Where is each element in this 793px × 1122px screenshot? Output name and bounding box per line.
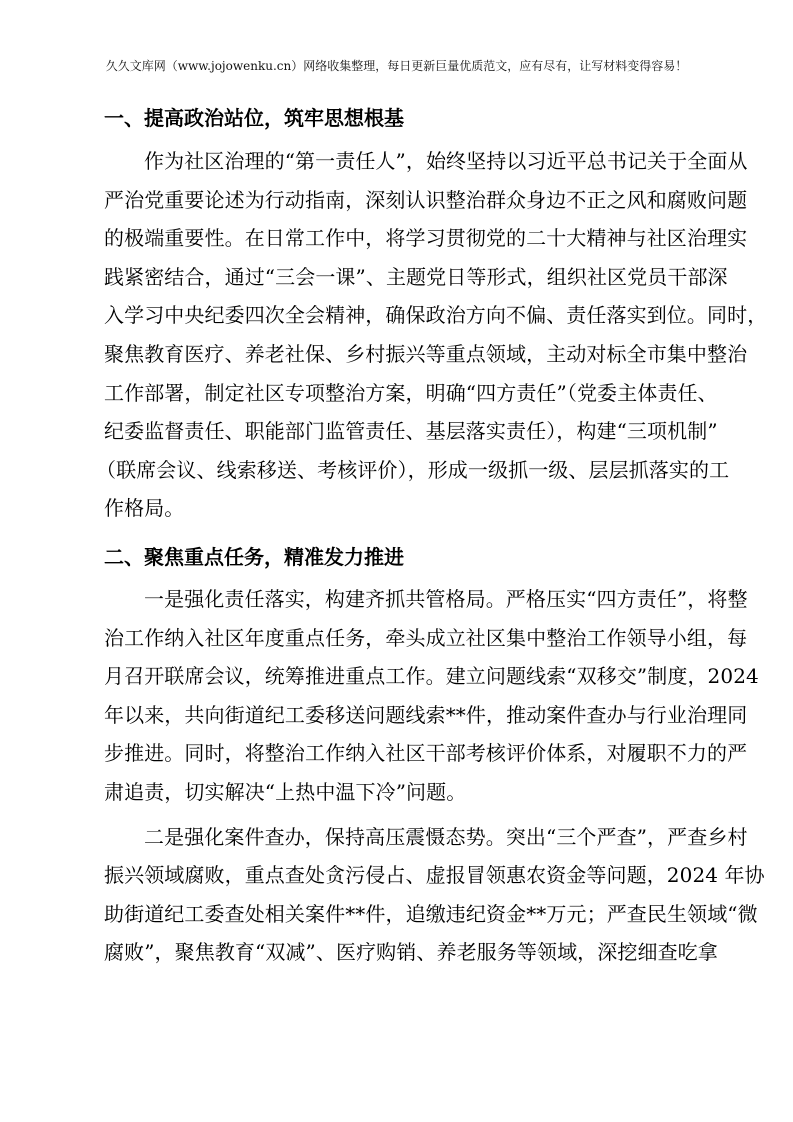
paragraph-line: 月召开联席会议，统筹推进重点工作。建立问题线索“双移交”制度，2024 [104, 664, 759, 689]
paragraph-line: 作格局。 [104, 496, 185, 521]
paragraph-line: 一是强化责任落实，构建齐抓共管格局。严格压实“四方责任”，将整 [144, 586, 748, 611]
paragraph-line: 的极端重要性。在日常工作中，将学习贯彻党的二十大精神与社区治理实 [104, 226, 748, 251]
section-2-paragraph-2 [104, 818, 765, 972]
document-body [96, 98, 768, 972]
section-heading-1: 一、提高政治站位，筑牢思想根基 [104, 106, 404, 130]
paragraph-line: 入学习中央纪委四次全会精神，确保政治方向不偏、责任落实到位。同时， [104, 303, 768, 328]
paragraph-line: 严治党重要论述为行动指南，深刻认识整治群众身边不正之风和腐败问题 [104, 187, 748, 212]
section-2-paragraph-1 [104, 580, 759, 812]
paragraph-line: 聚焦教育医疗、养老社保、乡村振兴等重点领域，主动对标全市集中整治 [104, 341, 748, 366]
paragraph-line: 作为社区治理的“第一责任人”，始终坚持以习近平总书记关于全面从 [144, 149, 748, 173]
header-note: 久久文库网（www.jojowenku.cn）网络收集整理，每日更新巨量优质范文，应有尽有，让写材料变得容易！ [105, 59, 688, 73]
section-1-paragraph-1 [96, 142, 768, 528]
paragraph-line: 步推进。同时，将整治工作纳入社区干部考核评价体系，对履职不力的严 [104, 741, 748, 766]
paragraph-line: （联席会议、线索移送、考核评价），形成一级抓一级、层层抓落实的工 [96, 457, 730, 482]
paragraph-line: 助街道纪工委查处相关案件**件，追缴违纪资金**万元；严查民生领域“微 [104, 901, 758, 926]
paragraph-line: 肃追责，切实解决“上热中温下冷”问题。 [104, 779, 467, 804]
paragraph-line: 治工作纳入社区年度重点任务，牵头成立社区集中整治工作领导小组，每 [104, 625, 748, 650]
section-heading-2: 二、聚焦重点任务，精准发力推进 [104, 544, 404, 569]
paragraph-line: 腐败”，聚焦教育“双减”、医疗购销、养老服务等领域，深挖细查吃拿 [104, 940, 718, 965]
paragraph-line: 践紧密结合，通过“三会一课”、主题党日等形式，组织社区党员干部深 [104, 264, 728, 289]
paragraph-line: 纪委监督责任、职能部门监管责任、基层落实责任），构建“三项机制” [104, 419, 718, 444]
paragraph-line: 振兴领域腐败，重点查处贪污侵占、虚报冒领惠农资金等问题，2024 年协 [104, 863, 765, 888]
paragraph-line: 二是强化案件查办，保持高压震慑态势。突出“三个严查”，严查乡村 [144, 824, 748, 849]
paragraph-line: 年以来，共向街道纪工委移送问题线索**件，推动案件查办与行业治理同 [104, 702, 748, 727]
paragraph-line: 工作部署，制定社区专项整治方案，明确“四方责任”（党委主体责任、 [104, 380, 718, 405]
